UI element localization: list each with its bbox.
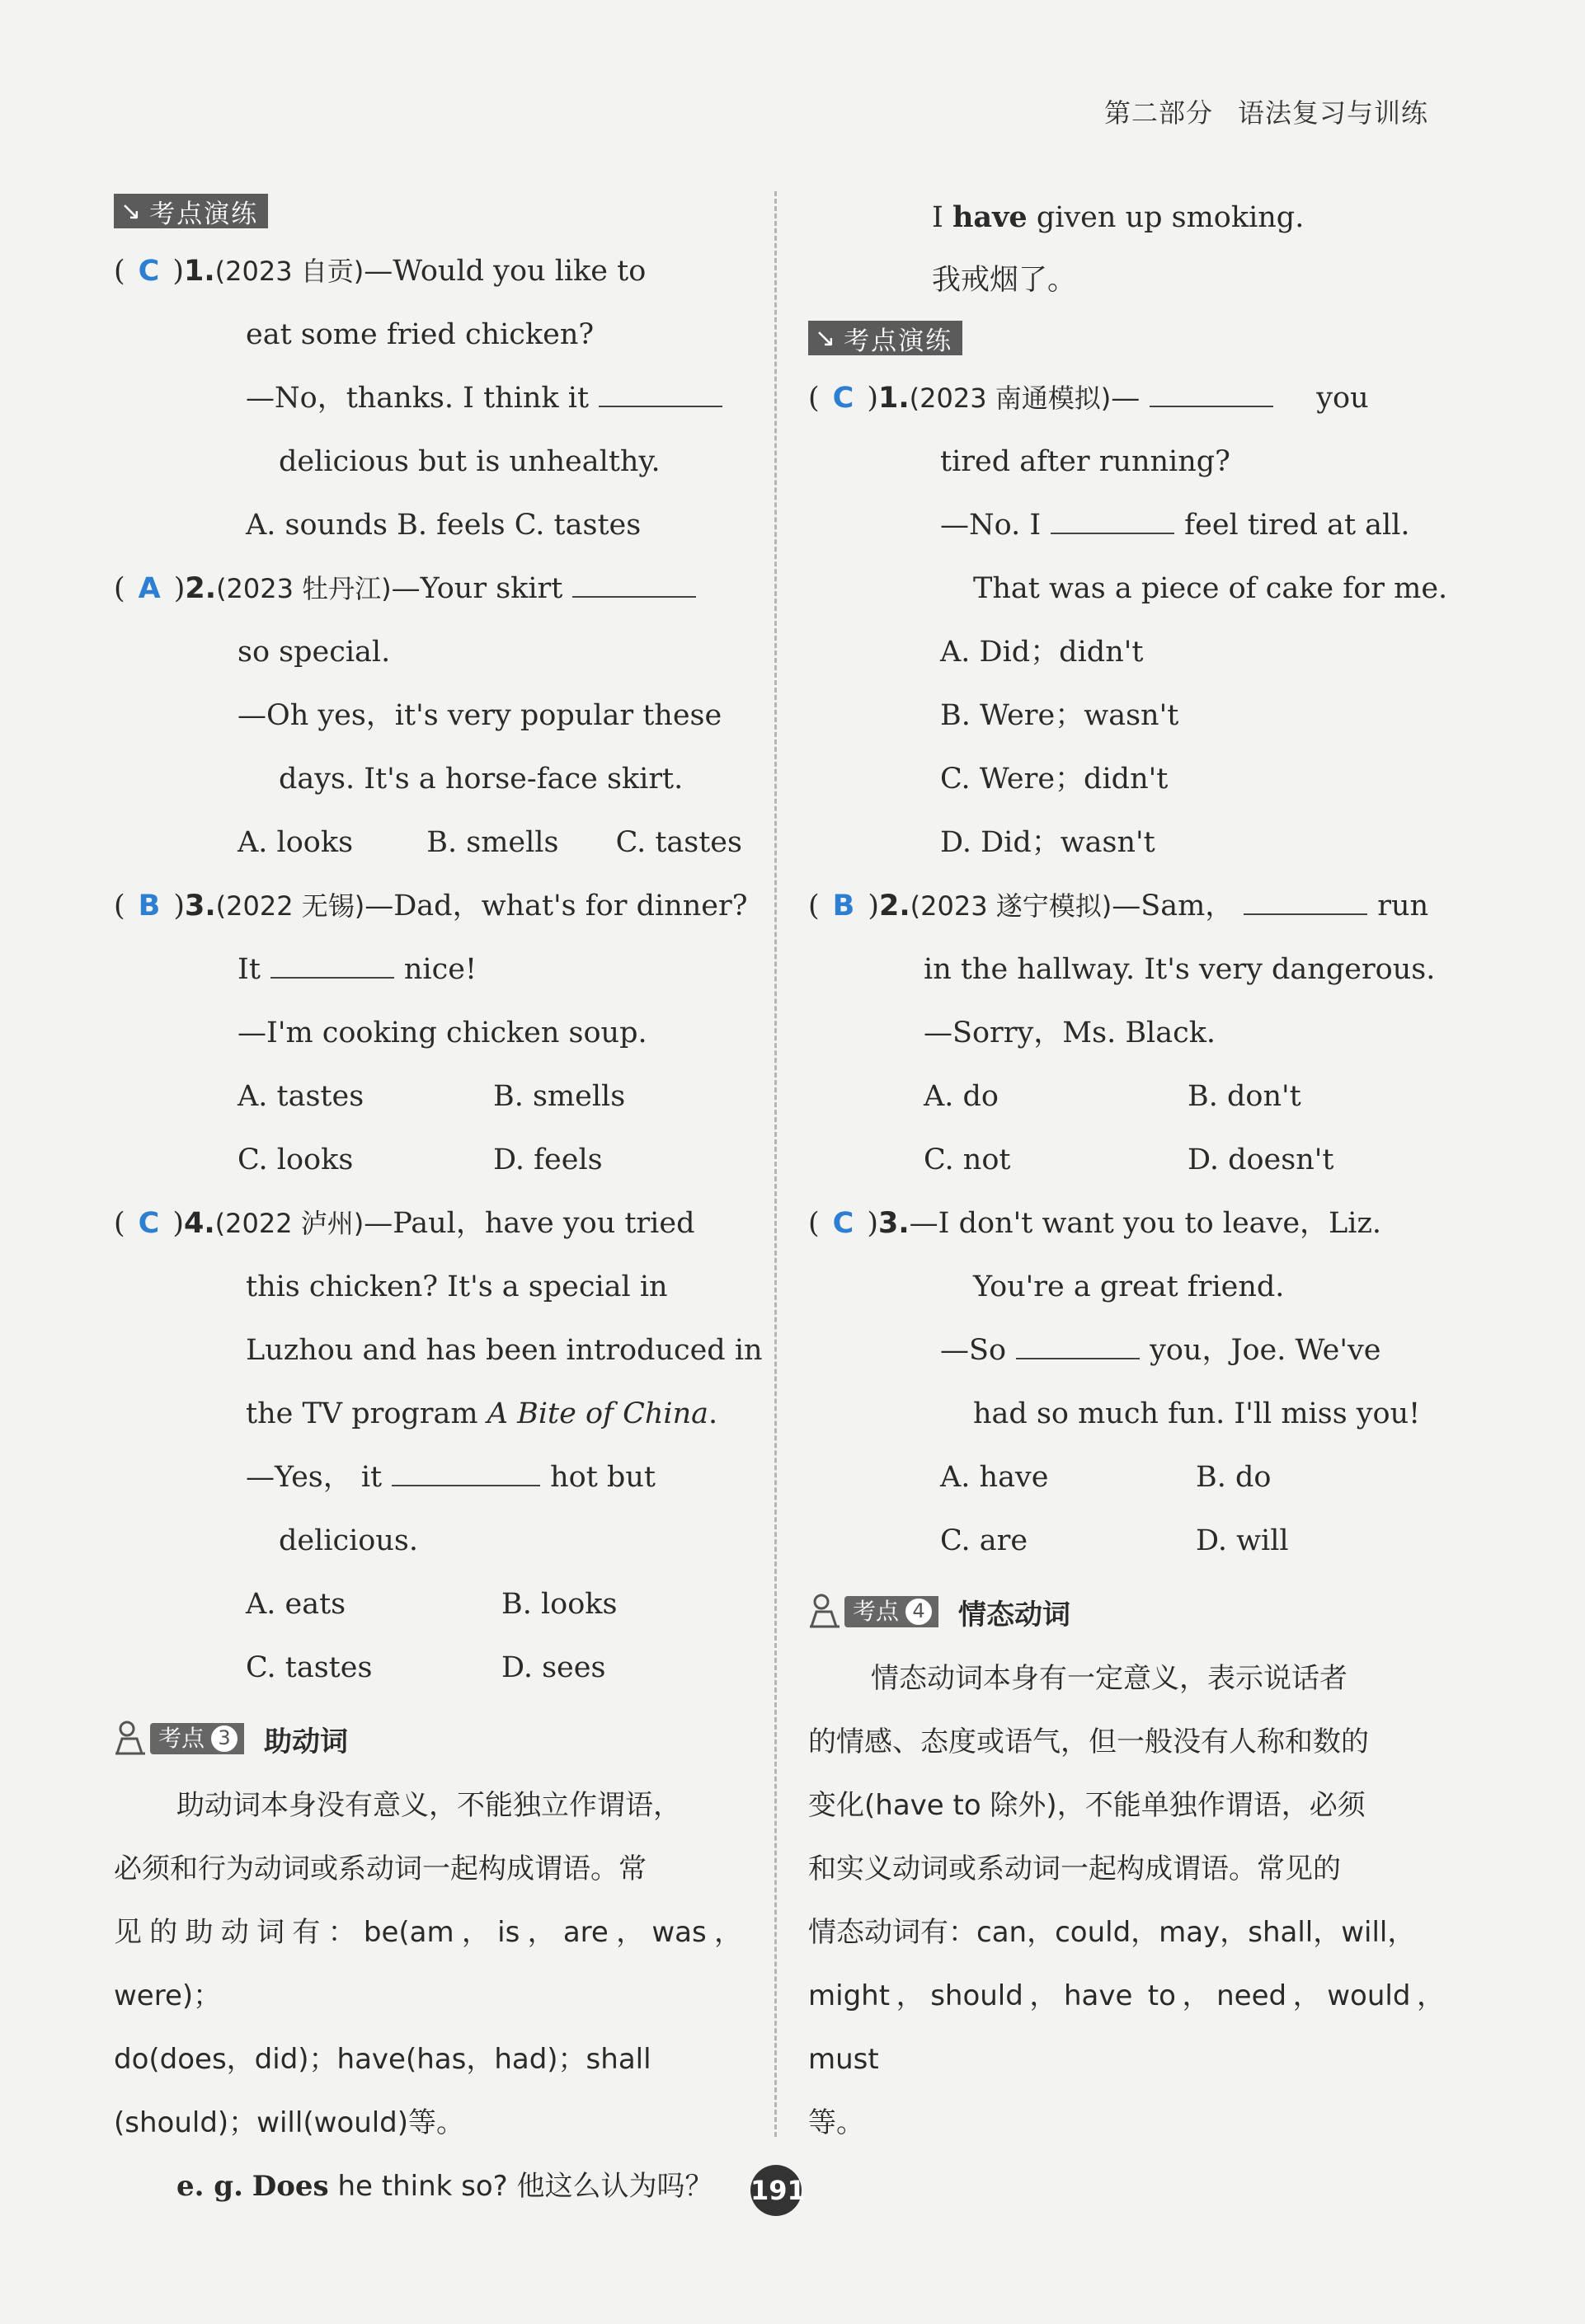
section-title: 助动词 <box>264 1725 349 1758</box>
options: A. looks B. smells C. tastes <box>238 826 742 859</box>
answer-blank <box>1051 506 1174 534</box>
example: e. g. Does he think so? 他这么认为吗？ <box>176 2170 713 2203</box>
arrow-icon: ↘ <box>815 323 838 353</box>
page-number: 191 <box>750 2165 802 2216</box>
answer-blank <box>572 570 696 598</box>
answer-blank <box>1150 379 1273 407</box>
right-column: I have given up smoking. 我戒烟了。 ↘ 考点演练 ( C )1.(2023 南通模拟)— you tired after running? —No. I feel tired at all. That was a piece of cake for me. A. Did；didn't B. Were；wasn't C. Were；didn't D. Did；wasn't ( B )2.(2023 遂宁模拟)—Sam， run in the hallway. It's very dangerous. —Sorry，Ms. Black. A. do B. don't C. not D. doesn't ( C )3.—I don't want you to leave，Liz. You're a great friend. —So you，Joe. We've had so much fun. I'll miss you! A. have B. do C. are D. will 考点 4 情态动词 情态动词本身有一定意义，表示说话者 的情感、态度或语气，但一般没有人称和数的 变化(have to 除外)，不能单独作谓语，必须 和实义动词或系动词一起构成谓语。常见的 情态动词有：can，could，may，shall，will， might，should，have to，need，would，must 等。 <box>808 185 1445 2155</box>
options: C. tastes D. sees <box>246 1651 606 1684</box>
answer: C <box>832 1207 854 1240</box>
answer: B <box>138 890 161 923</box>
column-divider <box>774 191 777 2137</box>
options: A. sounds B. feels C. tastes <box>246 509 642 542</box>
section-4-heading: 考点 4 情态动词 <box>808 1583 1445 1641</box>
header-title: 语法复习与训练 <box>1237 97 1428 129</box>
answer-blank <box>1016 1331 1140 1359</box>
practice-label: ↘ 考点演练 <box>114 194 268 228</box>
question-1: ( C )1.(2023 自贡)—Would you like to eat some fried chicken? —No，thanks. I think it delicious but is unhealthy. A. sounds B. feels C. tastes <box>114 240 742 557</box>
section-4-text: 情态动词本身有一定意义，表示说话者 的情感、态度或语气，但一般没有人称和数的 变化(have to 除外)，不能单独作谓语，必须 和实义动词或系动词一起构成谓语。常见的 情态动词有：can，could，may，shall，will， might，should，have to，need，would，must 等。 <box>808 1662 1445 2139</box>
answer: C <box>138 1207 160 1240</box>
question-r1: ( C )1.(2023 南通模拟)— you tired after running? —No. I feel tired at all. That was a piece of cake for me. A. Did；didn't B. Were；wasn't C. Were；didn't D. Did；wasn't <box>808 367 1445 875</box>
section-3-text: 助动词本身没有意义，不能独立作谓语， 必须和行为动词或系动词一起构成谓语。常 见的助动词有：be(am，is，are，was，were)； do(does，did)；have(has，had)；shall (should)；will(would)等。 e. g. Does he think so? 他这么认为吗？ <box>114 1774 742 2218</box>
answer: C <box>138 255 160 288</box>
question-2: ( A )2.(2023 牡丹江)—Your skirt so special. —Oh yes，it's very popular these days. It's a horse-face skirt. A. looks B. smells C. tastes <box>114 557 742 875</box>
reader-icon <box>114 1721 147 1757</box>
example-sentence: I have given up smoking. <box>932 200 1305 234</box>
left-column <box>114 185 763 2218</box>
page-header <box>1104 92 1428 130</box>
practice-label: ↘ 考点演练 <box>808 321 962 355</box>
options: A. have B. do <box>940 1461 1272 1494</box>
answer: C <box>832 382 854 415</box>
arrow-icon: ↘ <box>120 196 143 226</box>
answer-blank <box>1244 887 1367 915</box>
options: C. looks D. feels <box>238 1143 603 1176</box>
answer: B <box>832 890 855 923</box>
header-part: 第二部分 <box>1103 97 1213 129</box>
question-r2: ( B )2.(2023 遂宁模拟)—Sam， run in the hallway. It's very dangerous. —Sorry，Ms. Black. A. do B. don't C. not D. doesn't <box>808 875 1445 1192</box>
question-4: ( C )4.(2022 泸州)—Paul，have you tried this chicken? It's a special in Luzhou and has been introduced in the TV program A Bite of China. —Yes， it hot but delicious. A. eats B. looks C. tastes D. sees <box>114 1192 742 1700</box>
reader-icon <box>808 1594 841 1630</box>
options: C. not D. doesn't <box>924 1143 1334 1176</box>
options: A. do B. don't <box>924 1080 1301 1113</box>
options: C. are D. will <box>940 1524 1289 1557</box>
question-3: ( B )3.(2022 无锡)—Dad，what's for dinner? It nice! —I'm cooking chicken soup. A. tastes B. smells C. looks D. feels <box>114 875 742 1192</box>
options: A. eats B. looks <box>246 1588 618 1621</box>
answer-blank <box>270 951 394 979</box>
options: A. tastes B. smells <box>238 1080 626 1113</box>
answer-blank <box>392 1458 540 1486</box>
answer: A <box>138 572 161 605</box>
answer-blank <box>599 379 722 407</box>
section-3-heading: 考点 3 助动词 <box>114 1710 742 1768</box>
question-r3: ( C )3.—I don't want you to leave，Liz. You're a great friend. —So you，Joe. We've had so much fun. I'll miss you! A. have B. do C. are D. will <box>808 1192 1445 1573</box>
section-title: 情态动词 <box>958 1598 1071 1631</box>
